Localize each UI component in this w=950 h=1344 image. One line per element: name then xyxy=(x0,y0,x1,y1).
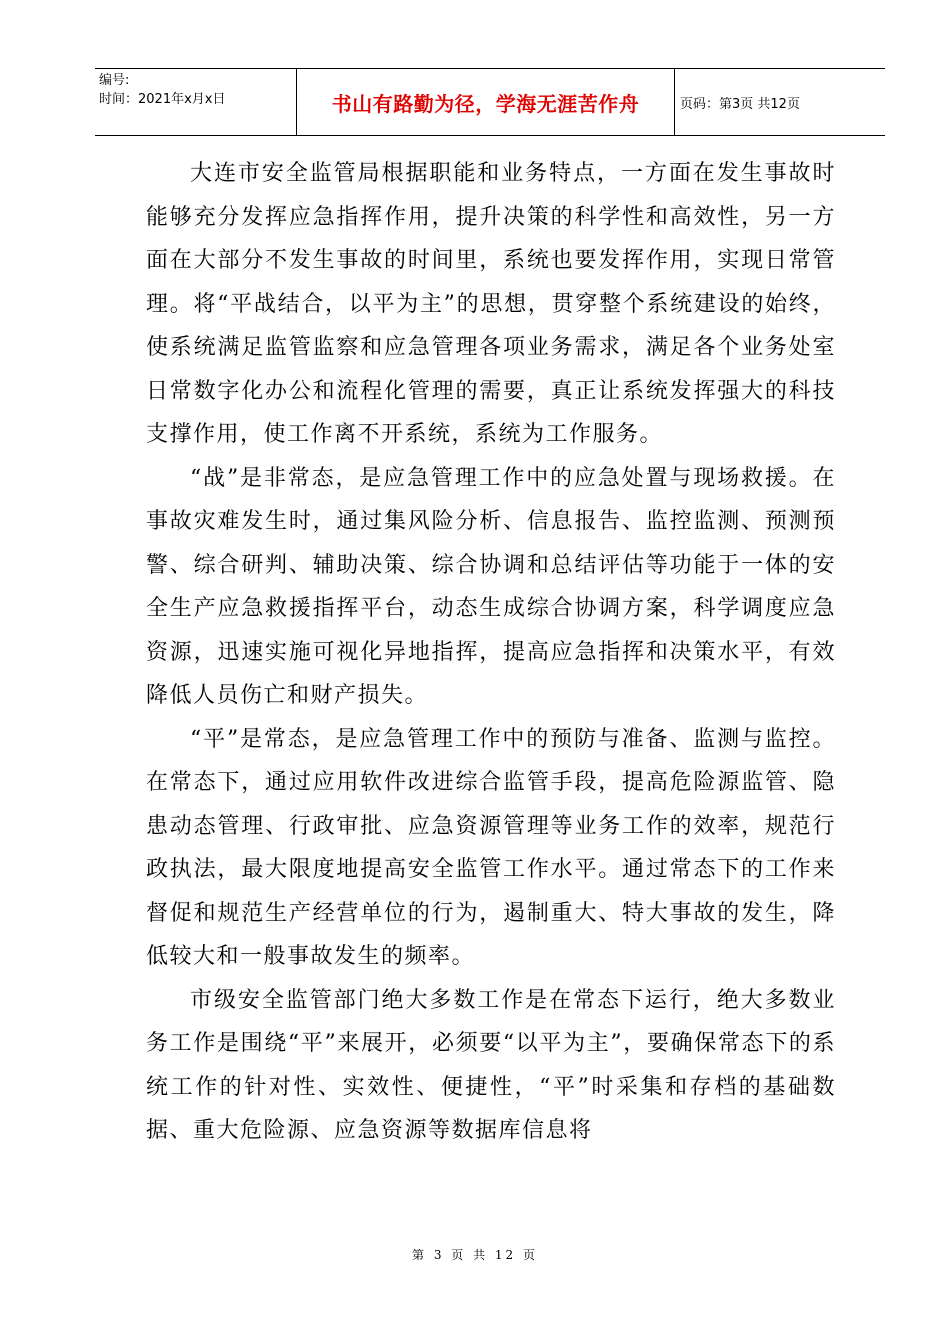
page-footer: 第 3 页 共 12 页 xyxy=(412,1248,538,1262)
document-header xyxy=(95,68,885,136)
paragraph: “战”是非常态，是应急管理工作中的应急处置与现场救援。在事故灾难发生时，通过集风险分析、信息报告、监控监测、预测预警、综合研判、辅助决策、综合协调和总结评估等功能于一体的安全生产应急救援指挥平台，动态生成综合协调方案，科学调度应急资源，迅速实施可视化异地指挥，提高应急指挥和决策水平，有效降低人员伤亡和财产损失。 xyxy=(146,465,836,708)
paragraph: 市级安全监管部门绝大多数工作是在常态下运行，绝大多数业务工作是围绕“平”来展开，必须要“以平为主”，要确保常态下的系统工作的针对性、实效性、便捷性，“平”时采集和存档的基础数据、重大危险源、应急资源等数据库信息将 xyxy=(146,987,836,1143)
motto-banner: 书山有路勤为径，学海无涯苦作舟 xyxy=(297,69,675,135)
page-info: 页码：第3页 共12页 xyxy=(680,96,800,112)
document-body xyxy=(146,152,836,1153)
paragraph: “平”是常态，是应急管理工作中的预防与准备、监测与监控。在常态下，通过应用软件改进综合监管手段，提高危险源监管、隐患动态管理、行政审批、应急资源管理等业务工作的效率，规范行政执法，最大限度地提高安全监管工作水平。通过常态下的工作来督促和规范生产经营单位的行为，遏制重大、特大事故的发生，降低较大和一般事故发生的频率。 xyxy=(146,726,836,969)
paragraph: 大连市安全监管局根据职能和业务特点，一方面在发生事故时能够充分发挥应急指挥作用，提升决策的科学性和高效性，另一方面在大部分不发生事故的时间里，系统也要发挥作用，实现日常管理。将“平战结合，以平为主”的思想，贯穿整个系统建设的始终，使系统满足监管监察和应急管理各项业务需求，满足各个业务处室日常数字化办公和流程化管理的需要，真正让系统发挥强大的科技支撑作用，使工作离不开系统，系统为工作服务。 xyxy=(146,161,836,447)
serial-number-label: 编号: xyxy=(99,73,130,88)
date-line: 时间：2021年x月x日 xyxy=(99,92,226,107)
header-meta-cell xyxy=(95,69,297,135)
